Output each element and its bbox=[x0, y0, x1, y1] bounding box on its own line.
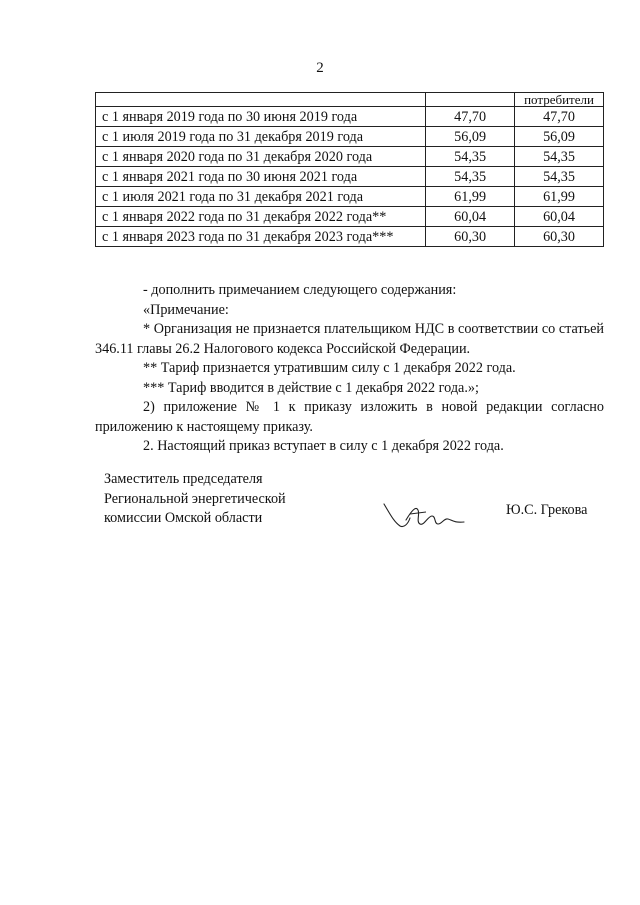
body-paragraph: *** Тариф вводится в действие с 1 декабря 2022 года.»; bbox=[143, 379, 479, 396]
tariff-value-cell: 60,04 bbox=[515, 207, 604, 227]
table-row bbox=[96, 207, 604, 227]
period-cell: с 1 января 2023 года по 31 декабря 2023 года*** bbox=[96, 227, 426, 247]
period-cell: с 1 января 2021 года по 30 июня 2021 года bbox=[96, 167, 426, 187]
body-paragraph: ** Тариф признается утратившим силу с 1 декабря 2022 года. bbox=[143, 360, 516, 376]
tariff-value-cell: 54,35 bbox=[426, 147, 515, 167]
tariff-value-cell: 54,35 bbox=[515, 167, 604, 187]
period-cell: с 1 января 2020 года по 31 декабря 2020 года bbox=[96, 147, 426, 167]
tariff-value-cell: 56,09 bbox=[426, 127, 515, 147]
table-row bbox=[96, 127, 604, 147]
handwritten-signature bbox=[380, 496, 470, 536]
tariff-value-cell: 47,70 bbox=[426, 107, 515, 127]
period-cell: с 1 июля 2021 года по 31 декабря 2021 года bbox=[96, 187, 426, 207]
tariff-value-cell: 56,09 bbox=[515, 127, 604, 147]
tariff-value-cell: 60,30 bbox=[515, 227, 604, 247]
body-paragraph: 2. Настоящий приказ вступает в силу с 1 декабря 2022 года. bbox=[143, 438, 504, 454]
tariff-value-cell bbox=[426, 93, 515, 107]
body-paragraph: «Примечание: bbox=[143, 301, 229, 318]
tariff-value-cell: 47,70 bbox=[515, 107, 604, 127]
table-row bbox=[96, 187, 604, 207]
body-paragraph: * Организация не признается плательщиком НДС в соответствии со статьей 346.11 главы 26.2 Налогового кодекса Российской Федерации. bbox=[95, 321, 604, 357]
signatory-title-line: Заместитель председателя bbox=[104, 471, 263, 487]
period-cell: с 1 января 2019 года по 30 июня 2019 года bbox=[96, 107, 426, 127]
tariff-value-cell: потребители bbox=[515, 93, 604, 107]
body-text bbox=[95, 281, 604, 457]
table-row bbox=[96, 107, 604, 127]
period-cell: с 1 июля 2019 года по 31 декабря 2019 года bbox=[96, 127, 426, 147]
table-header-row bbox=[96, 93, 604, 107]
period-cell bbox=[96, 93, 426, 107]
signatory-title-line: комиссии Омской области bbox=[104, 510, 263, 526]
table-row bbox=[96, 147, 604, 167]
tariff-table bbox=[95, 92, 604, 247]
tariff-value-cell: 61,99 bbox=[515, 187, 604, 207]
tariff-value-cell: 54,35 bbox=[515, 147, 604, 167]
page-number: 2 bbox=[316, 60, 324, 76]
tariff-value-cell: 54,35 bbox=[426, 167, 515, 187]
tariff-value-cell: 61,99 bbox=[426, 187, 515, 207]
tariff-value-cell: 60,30 bbox=[426, 227, 515, 247]
period-cell: с 1 января 2022 года по 31 декабря 2022 года** bbox=[96, 207, 426, 227]
tariff-value-cell: 60,04 bbox=[426, 207, 515, 227]
table-row bbox=[96, 167, 604, 187]
signatory-title bbox=[104, 470, 286, 529]
signatory-name: Ю.С. Грекова bbox=[506, 502, 588, 518]
body-paragraph: 2) приложение № 1 к приказу изложить в новой редакции согласно приложению к настоящему приказу. bbox=[95, 399, 604, 435]
tariff-table-body bbox=[96, 93, 604, 247]
signatory-title-line: Региональной энергетической bbox=[104, 490, 286, 507]
table-row bbox=[96, 227, 604, 247]
body-paragraph: - дополнить примечанием следующего содержания: bbox=[143, 282, 457, 298]
